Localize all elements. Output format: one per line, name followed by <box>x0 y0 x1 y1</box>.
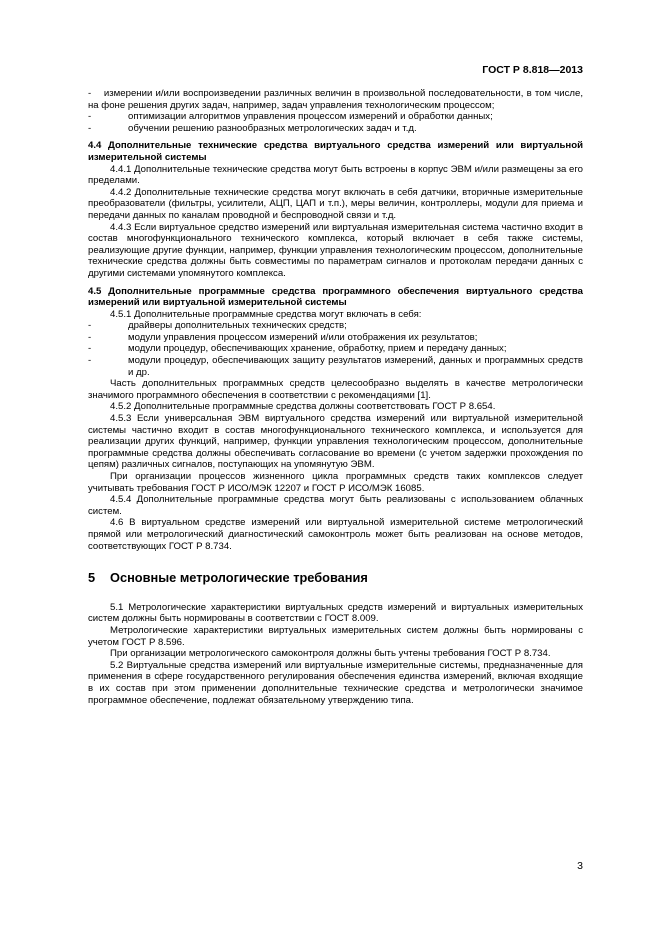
list-item-text: измерении и/или воспроизведении различных величин в произвольной последовательности, в том числе, на фоне решения других задач, например, задач управления технологическим процессом; <box>88 88 584 111</box>
section-title: Основные метрологические требования <box>110 570 368 586</box>
section-heading-5 <box>88 572 583 584</box>
paragraph: 5.1 Метрологические характеристики виртуальных средств измерений и виртуальных измерительных систем должны быть нормированы в соответствии с ГОСТ 8.009. <box>88 601 583 625</box>
list-item: - модули процедур, обеспечивающих защиту результатов измерений, данных и программных средств и др. <box>88 355 583 378</box>
paragraph: 4.5.4 Дополнительные программные средства могут быть реализованы с использованием облачных систем. <box>88 494 583 517</box>
subsection-heading-4-5: 4.5 Дополнительные программные средства программного обеспечения виртуального средства измерений или виртуальной измерительной системы <box>88 285 583 309</box>
list-item: - модули управления процессом измерений и/или отображения их результатов; <box>88 331 478 343</box>
list-item-text: драйверы дополнительных технических средств; <box>128 320 347 332</box>
list-item: - измерении и/или воспроизведении различных величин в произвольной последовательности, в том числе, на фоне решения других задач, например, задач управления технологическим процессом; <box>88 88 584 111</box>
paragraph: 4.6 В виртуальном средстве измерений или виртуальной измерительной системе метрологический прямой или метрологический диагностический самоконтроль может быть реализован на основе методов, соответствующих ГОСТ Р 8.734. <box>88 517 583 552</box>
paragraph: 4.4.2 Дополнительные технические средства могут включать в себя датчики, вторичные измерительные преобразователи (фильтры, усилители, АЦП, ЦАП и т.п.), меры величин, контроллеры, модули для приема и передачи данных по каналам проводной и беспроводной связи и т.д. <box>88 186 583 221</box>
paragraph: 4.5.2 Дополнительные программные средства должны соответствовать ГОСТ Р 8.654. <box>110 401 496 413</box>
paragraph: 4.5.3 Если универсальная ЭВМ виртуального средства измерений или виртуальной измерительной системы частично входит в состав многофункционального технического комплекса, и используется для реализации других функций, например, функции управления технологическим процессом, дополнительные программные средства должны обеспечивать согласование во времени (с учетом задержки прохождения по цепям) различных сигналов, поступающих на упомянутую ЭВМ. <box>88 413 583 471</box>
list-item: - оптимизации алгоритмов управления процессом измерений и обработки данных; <box>88 111 493 123</box>
paragraph: 4.5.1 Дополнительные программные средства могут включать в себя: <box>110 308 422 320</box>
page-number: 3 <box>577 860 583 872</box>
subsection-heading-4-4: 4.4 Дополнительные технические средства виртуального средства измерений или виртуальной измерительной системы <box>88 140 583 163</box>
list-item: - модули процедур, обеспечивающих хранение, обработку, прием и передачу данных; <box>88 343 507 355</box>
list-item-text: обучении решению разнообразных метрологических задач и т.д. <box>128 122 417 134</box>
paragraph: 4.4.1 Дополнительные технические средства могут быть встроены в корпус ЭВМ и/или размещены за его пределами. <box>88 163 583 187</box>
document-body <box>88 88 583 706</box>
list-item: - драйверы дополнительных технических средств; <box>88 320 347 332</box>
paragraph: Часть дополнительных программных средств целесообразно выделять в качестве метрологически значимого программного обеспечения в соответствии с рекомендациями [1]. <box>88 378 583 401</box>
list-item-text: модули процедур, обеспечивающих хранение, обработку, прием и передачу данных; <box>128 343 507 355</box>
paragraph: 5.2 Виртуальные средства измерений или виртуальные измерительные системы, предназначенные для применения в сфере государственного регулирования обеспечения единства измерений, включая входящие в их состав при этом применении дополнительные технические средства и метрологически значимое программное обеспечение, подлежат обязательному утверждению типа. <box>88 659 583 706</box>
paragraph: При организации процессов жизненного цикла программных средств таких комплексов следует учитывать требования ГОСТ Р ИСО/МЭК 12207 и ГОСТ Р ИСО/МЭК 16085. <box>88 471 583 494</box>
document-code: ГОСТ Р 8.818—2013 <box>482 64 583 76</box>
paragraph: 4.4.3 Если виртуальное средство измерений или виртуальная измерительная система частично входит в состав многофункционального технического комплекса, который включает в себя также системы, реализующие другие функции, например, функции управления технологическим процессом, дополнительные технические средства должны быть совместимы по параметрам сигналов и протоколам передачи данных с другими системами упомянутого комплекса. <box>88 221 583 279</box>
list-item-text: модули управления процессом измерений и/или отображения их результатов; <box>128 331 478 343</box>
list-item-text: оптимизации алгоритмов управления процессом измерений и обработки данных; <box>128 111 493 123</box>
list-item-text: модули процедур, обеспечивающих защиту результатов измерений, данных и программных средств и др. <box>128 355 583 378</box>
list-item: - обучении решению разнообразных метрологических задач и т.д. <box>88 122 417 134</box>
paragraph: При организации метрологического самоконтроля должны быть учтены требования ГОСТ Р 8.734. <box>110 648 551 660</box>
section-number: 5 <box>88 570 96 586</box>
paragraph: Метрологические характеристики виртуальных измерительных систем должны быть нормированы с учетом ГОСТ Р 8.596. <box>88 624 583 648</box>
